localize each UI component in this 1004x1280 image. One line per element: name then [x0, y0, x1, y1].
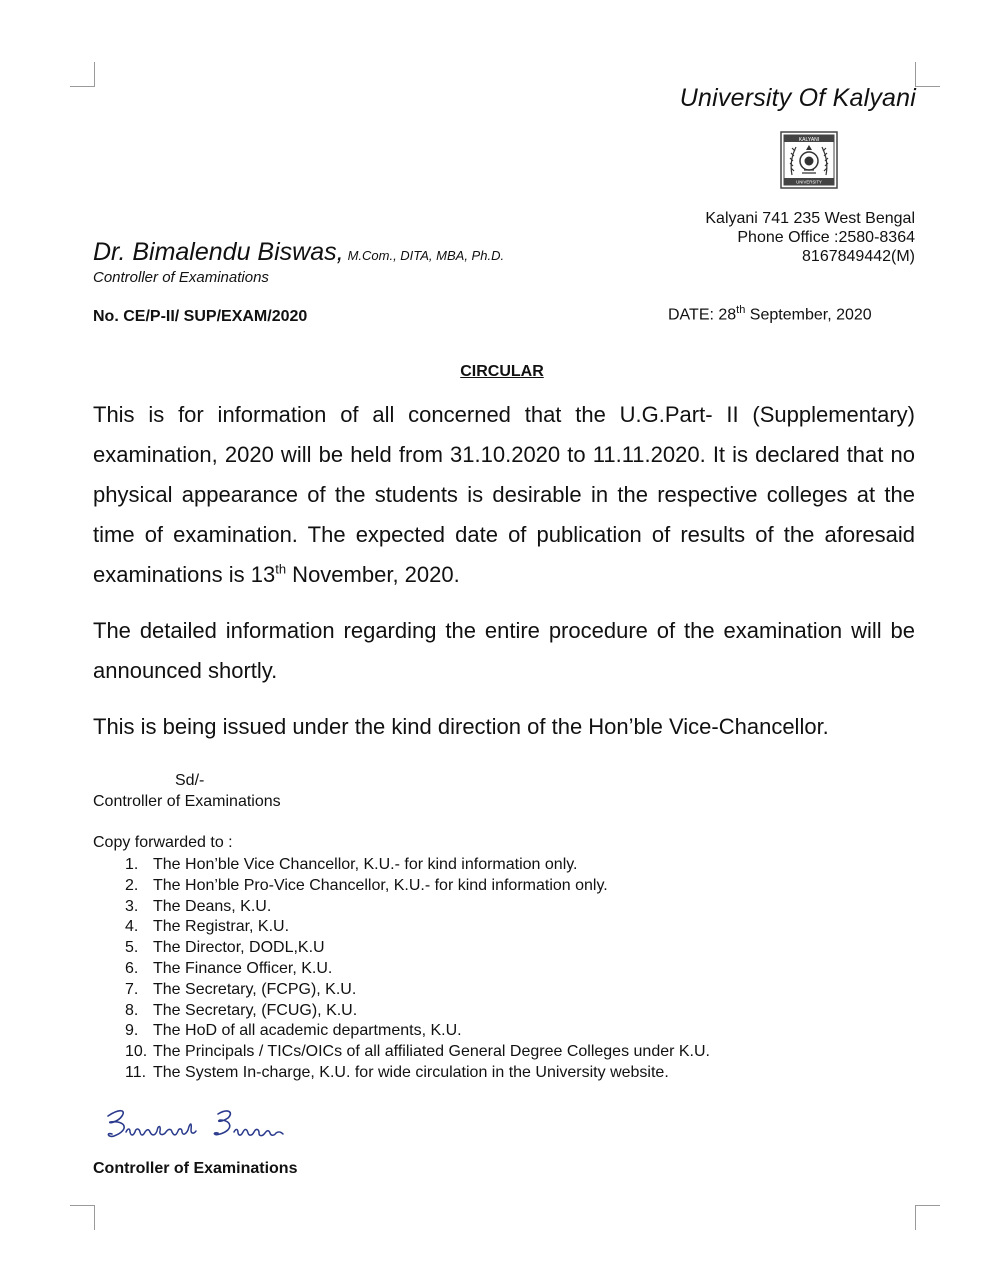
copy-list-number: 10. — [125, 1043, 148, 1061]
body-paragraph-3: This is being issued under the kind direction of the Hon’ble Vice-Chancellor. — [93, 714, 829, 739]
sender-title: Controller of Examinations — [93, 269, 269, 286]
logo-text-bottom: UNIVERSITY — [796, 179, 822, 185]
copy-list-item — [93, 959, 710, 980]
phone-office: Phone Office :2580-8364 — [737, 229, 915, 246]
copy-list-text: The Registrar, K.U. — [153, 918, 290, 936]
copy-list-text: The Secretary, (FCPG), K.U. — [153, 980, 357, 998]
address-block — [705, 209, 915, 266]
sender-qualifications: M.Com., DITA, MBA, Ph.D. — [347, 248, 505, 263]
phone-mobile: 8167849442(M) — [802, 248, 915, 265]
copy-list-text: The Hon’ble Vice Chancellor, K.U.- for kind information only. — [153, 856, 578, 873]
copy-list-item — [93, 897, 710, 918]
crop-mark-bottom-left — [70, 1205, 95, 1230]
copy-list-number: 8. — [125, 1001, 139, 1019]
copy-list-number: 11. — [125, 1063, 147, 1081]
handwritten-signature — [100, 1102, 310, 1154]
copy-list-number: 5. — [125, 939, 139, 957]
copy-list-number: 2. — [125, 876, 139, 894]
footer-signatory-title: Controller of Examinations — [93, 1160, 298, 1177]
copy-list-text: The Hon’ble Pro-Vice Chancellor, K.U.- for kind information only. — [153, 876, 608, 894]
copy-list-number: 9. — [125, 1022, 139, 1040]
copy-list-text: The System In-charge, K.U. for wide circulation in the University website. — [153, 1063, 669, 1081]
copy-list-item — [93, 1042, 710, 1063]
sender-name: Dr. Bimalendu Biswas, — [93, 238, 344, 266]
copy-forwarded-list — [93, 855, 710, 1084]
body-paragraph-1: This is for information of all concerned that the U.G.Part- II (Supplementary) examination, 2020 will be held from 31.10.2020 to 11.11.2020. It is declared that no physical appearance of the students is desirable in the respective colleges at the time of examination. The expected date of publication of results of the aforesaid examinations is 13th November, 2020. — [93, 402, 915, 587]
copy-list-number: 4. — [125, 918, 139, 936]
copy-list-number: 1. — [125, 856, 139, 873]
copy-list-number: 6. — [125, 959, 139, 977]
copy-list-item — [93, 980, 710, 1001]
copy-list-text: The Finance Officer, K.U. — [153, 959, 333, 977]
copy-list-number: 7. — [125, 980, 139, 998]
copy-list-text: The Deans, K.U. — [153, 897, 272, 915]
crop-mark-top-left — [70, 62, 95, 87]
copy-list-number: 3. — [125, 897, 139, 915]
copy-list-item — [93, 1001, 710, 1022]
signoff-title: Controller of Examinations — [93, 793, 281, 810]
body-paragraph-2: The detailed information regarding the entire procedure of the examination will be announced shortly. — [93, 618, 915, 683]
copy-list-item — [93, 1063, 710, 1084]
university-name: University Of Kalyani — [679, 84, 916, 112]
copy-list-text: The HoD of all academic departments, K.U. — [153, 1022, 462, 1040]
copy-list-item — [93, 917, 710, 938]
copy-list-item — [93, 938, 710, 959]
logo-text-top: KALYANI — [798, 136, 820, 143]
copy-list-text: The Director, DODL,K.U — [153, 939, 325, 957]
crop-mark-bottom-right — [915, 1205, 940, 1230]
copy-list-item — [93, 876, 710, 897]
address-line: Kalyani 741 235 West Bengal — [705, 210, 915, 227]
crop-mark-top-right — [915, 62, 940, 87]
copy-list-item — [93, 855, 710, 876]
copy-forwarded-heading: Copy forwarded to : — [93, 834, 233, 851]
reference-number: No. CE/P-II/ SUP/EXAM/2020 — [93, 308, 308, 325]
sender-name-line — [93, 238, 504, 267]
copy-list-item — [93, 1021, 710, 1042]
copy-list-text: The Secretary, (FCUG), K.U. — [153, 1001, 358, 1019]
copy-list-text: The Principals / TICs/OICs of all affiliated General Degree Colleges under K.U. — [153, 1043, 710, 1061]
circular-date: DATE: 28th September, 2020 — [668, 304, 872, 324]
university-logo — [780, 131, 838, 189]
signed-mark: Sd/- — [175, 772, 205, 789]
circular-heading: CIRCULAR — [460, 363, 544, 380]
